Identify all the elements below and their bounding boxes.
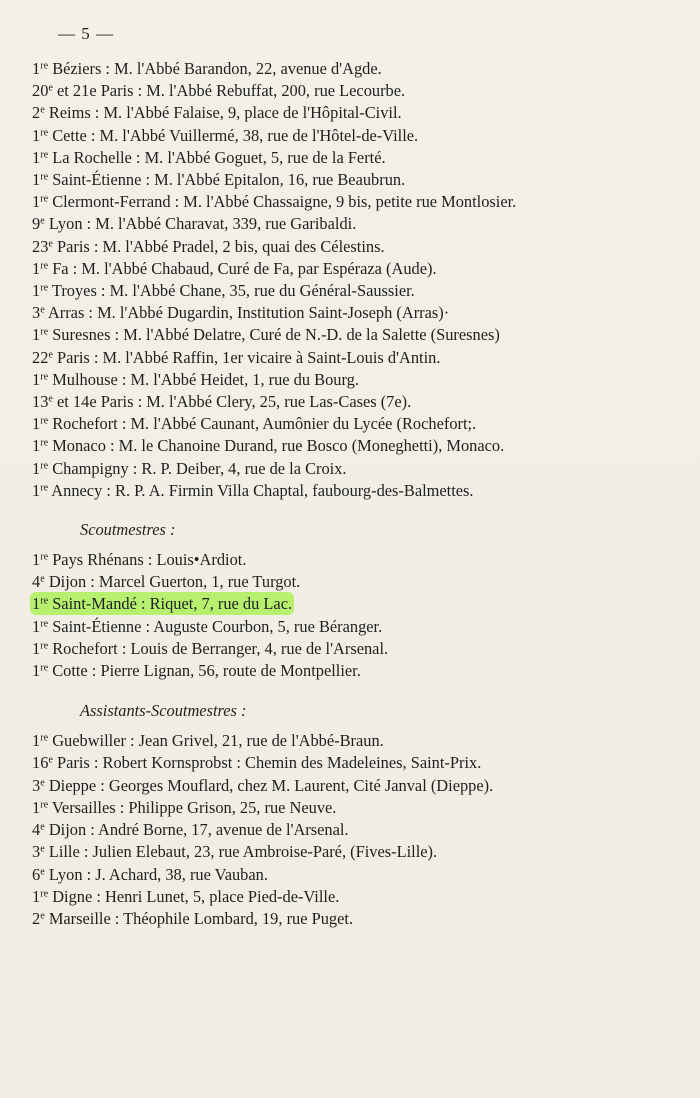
entry-ordinal: 6 [32,864,41,884]
highlighted-entry [32,594,292,613]
entry-text: Dijon : Marcel Guerton, 1, rue Turgot. [44,572,301,592]
entry-ordinal-suffix: re [40,595,49,607]
list-item [0,125,700,147]
entry-ordinal: 1 [32,731,41,751]
entry-text: Champigny : R. P. Deiber, 4, rue de la Croix. [48,458,347,478]
entry-text: et 21e Paris : M. l'Abbé Rebuffat, 200, rue Lecourbe. [52,81,406,101]
list-item [0,347,700,369]
entry-text: Suresnes : M. l'Abbé Delatre, Curé de N.-D. de la Salette (Suresnes) [48,325,500,345]
entry-text: Paris : Robert Kornsprobst : Chemin des Madeleines, Saint-Prix. [52,753,482,773]
entry-ordinal-suffix: e [40,215,45,227]
list-item [0,864,700,886]
entry-ordinal-suffix: re [40,193,49,205]
entry-ordinal-suffix: e [40,777,45,789]
entry-text: Lyon : J. Achard, 38, rue Vauban. [44,864,268,884]
entry-ordinal-suffix: re [40,888,49,900]
list-item [0,58,700,80]
entry-ordinal: 23 [32,236,49,256]
entry-ordinal-suffix: re [40,371,49,383]
list-item [0,841,700,863]
entry-ordinal: 1 [32,797,41,817]
entry-ordinal-suffix: re [40,482,49,494]
assistants-heading: Assistants-Scoutmestres : [80,701,247,721]
entry-text: Annecy : R. P. A. Firmin Villa Chaptal, faubourg-des-Balmettes. [48,480,474,500]
entry-text: Saint-Mandé : Riquet, 7, rue du Lac. [48,594,293,614]
entry-text: Dieppe : Georges Mouflard, chez M. Laurent, Cité Janval (Dieppe). [44,775,494,795]
entry-ordinal: 1 [32,616,41,636]
entry-ordinal: 9 [32,214,41,234]
list-item [0,775,700,797]
scoutmasters-heading: Scoutmestres : [80,520,176,540]
list-item [0,236,700,258]
entry-text: Digne : Henri Lunet, 5, place Pied-de-Ville. [48,886,340,906]
entry-ordinal-suffix: e [48,238,53,250]
entry-ordinal-suffix: re [40,127,49,139]
entry-ordinal: 1 [32,325,41,345]
entry-ordinal: 1 [32,125,41,145]
entry-ordinal: 22 [32,347,49,367]
list-item [0,549,700,571]
entry-ordinal-suffix: re [40,171,49,183]
entry-text: Béziers : M. l'Abbé Barandon, 22, avenue d'Agde. [48,59,382,78]
entry-ordinal-suffix: e [40,910,45,922]
entry-ordinal: 1 [32,258,41,278]
entry-text: Pays Rhénans : Louis•Ardiot. [48,550,247,570]
entry-ordinal-suffix: e [40,304,45,316]
entry-text: Arras : M. l'Abbé Dugardin, Institution Saint-Joseph (Arras)· [44,303,450,323]
list-item [0,571,700,593]
entry-ordinal: 16 [32,753,49,773]
entry-ordinal-suffix: re [40,662,49,674]
list-item [0,886,700,908]
entry-ordinal-suffix: re [40,618,49,630]
entry-ordinal: 1 [32,458,41,478]
list-item [0,616,700,638]
entry-ordinal-suffix: e [40,104,45,116]
entry-ordinal: 2 [32,908,41,928]
entry-text: Rochefort : M. l'Abbé Caunant, Aumônier du Lycée (Rochefort;. [48,414,477,434]
list-item [0,169,700,191]
entry-text: Guebwiller : Jean Grivel, 21, rue de l'Abbé-Braun. [48,731,384,751]
list-item [0,660,700,682]
entry-text: Saint-Étienne : Auguste Courbon, 5, rue Béranger. [48,616,383,636]
list-item [0,730,700,752]
entry-text: Dijon : André Borne, 17, avenue de l'Arsenal. [44,820,349,840]
entry-ordinal-suffix: re [40,437,49,449]
list-item [0,80,700,102]
list-item [0,191,700,213]
list-item [0,258,700,280]
entry-ordinal: 1 [32,886,41,906]
entry-ordinal-suffix: re [40,282,49,294]
entry-text: et 14e Paris : M. l'Abbé Clery, 25, rue Las-Cases (7e). [52,392,412,412]
list-item [0,102,700,124]
entry-text: Saint-Étienne : M. l'Abbé Epitalon, 16, rue Beaubrun. [48,170,406,190]
entry-ordinal: 1 [32,170,41,190]
entry-ordinal: 1 [32,436,41,456]
entry-ordinal-suffix: e [48,754,53,766]
entry-text: Troyes : M. l'Abbé Chane, 35, rue du Général-Saussier. [48,281,415,301]
entry-ordinal: 4 [32,572,41,592]
entry-text: Paris : M. l'Abbé Pradel, 2 bis, quai des Célestins. [52,236,385,256]
entry-text: Cette : M. l'Abbé Vuillermé, 38, rue de l'Hôtel-de-Ville. [48,125,419,145]
list-item [0,797,700,819]
list-item [0,280,700,302]
entry-ordinal-suffix: re [40,732,49,744]
entry-ordinal: 1 [32,594,41,614]
page-number: — 5 — [58,24,114,43]
entry-ordinal-suffix: re [40,551,49,563]
list-item [0,638,700,660]
entry-ordinal: 1 [32,369,41,389]
entry-ordinal-suffix: re [40,326,49,338]
entry-ordinal: 1 [32,661,41,681]
list-item [0,908,700,930]
scoutmasters-list [0,549,700,682]
entry-text: Clermont-Ferrand : M. l'Abbé Chassaigne, 9 bis, petite rue Montlosier. [48,192,517,212]
entry-ordinal-suffix: re [40,460,49,472]
entry-text: Cotte : Pierre Lignan, 56, route de Montpellier. [48,661,361,681]
entry-ordinal: 3 [32,775,41,795]
entry-ordinal: 1 [32,638,41,658]
entry-ordinal: 2 [32,103,41,123]
list-item [0,819,700,841]
entry-ordinal-suffix: e [40,843,45,855]
directory-content [0,58,700,930]
entry-ordinal: 1 [32,550,41,570]
entry-ordinal-suffix: re [40,415,49,427]
entry-ordinal-suffix: e [40,573,45,585]
chaplains-list [0,58,700,502]
entry-ordinal: 1 [32,192,41,212]
list-item [0,147,700,169]
entry-ordinal-suffix: re [40,640,49,652]
entry-ordinal-suffix: re [40,60,49,72]
entry-text: Reims : M. l'Abbé Falaise, 9, place de l'Hôpital-Civil. [44,103,402,123]
entry-ordinal-suffix: e [48,349,53,361]
assistants-list [0,730,700,930]
entry-text: Paris : M. l'Abbé Raffin, 1er vicaire à Saint-Louis d'Antin. [52,347,441,367]
entry-text: Rochefort : Louis de Berranger, 4, rue de l'Arsenal. [48,638,389,658]
entry-ordinal: 4 [32,820,41,840]
entry-ordinal: 1 [32,281,41,301]
entry-text: La Rochelle : M. l'Abbé Goguet, 5, rue de la Ferté. [48,147,386,167]
list-item [0,752,700,774]
list-item [0,213,700,235]
entry-ordinal: 1 [32,480,41,500]
entry-text: Marseille : Théophile Lombard, 19, rue Puget. [44,908,354,928]
entry-ordinal: 1 [32,414,41,434]
entry-ordinal-suffix: e [40,865,45,877]
entry-ordinal-suffix: re [40,149,49,161]
entry-ordinal: 3 [32,842,41,862]
entry-ordinal: 1 [32,147,41,167]
entry-text: Lyon : M. l'Abbé Charavat, 339, rue Garibaldi. [44,214,357,234]
entry-text: Fa : M. l'Abbé Chabaud, Curé de Fa, par Espéraza (Aude). [48,258,437,278]
entry-ordinal: 13 [32,392,49,412]
list-item [0,435,700,457]
list-item [0,324,700,346]
entry-ordinal: 3 [32,303,41,323]
entry-ordinal-suffix: e [48,393,53,405]
entry-ordinal: 20 [32,81,49,101]
list-item [0,413,700,435]
entry-ordinal-suffix: re [40,799,49,811]
list-item [0,593,700,615]
entry-text: Versailles : Philippe Grison, 25, rue Neuve. [48,797,337,817]
entry-text: Monaco : M. le Chanoine Durand, rue Bosco (Moneghetti), Monaco. [48,436,505,456]
list-item [0,391,700,413]
entry-text: Mulhouse : M. l'Abbé Heidet, 1, rue du Bourg. [48,369,359,389]
list-item [0,480,700,502]
entry-text: Lille : Julien Elebaut, 23, rue Ambroise-Paré, (Fives-Lille). [44,842,438,862]
entry-ordinal-suffix: e [48,82,53,94]
list-item [0,369,700,391]
list-item [0,458,700,480]
entry-ordinal: 1 [32,59,41,78]
list-item [0,302,700,324]
entry-ordinal-suffix: e [40,821,45,833]
entry-ordinal-suffix: re [40,260,49,272]
